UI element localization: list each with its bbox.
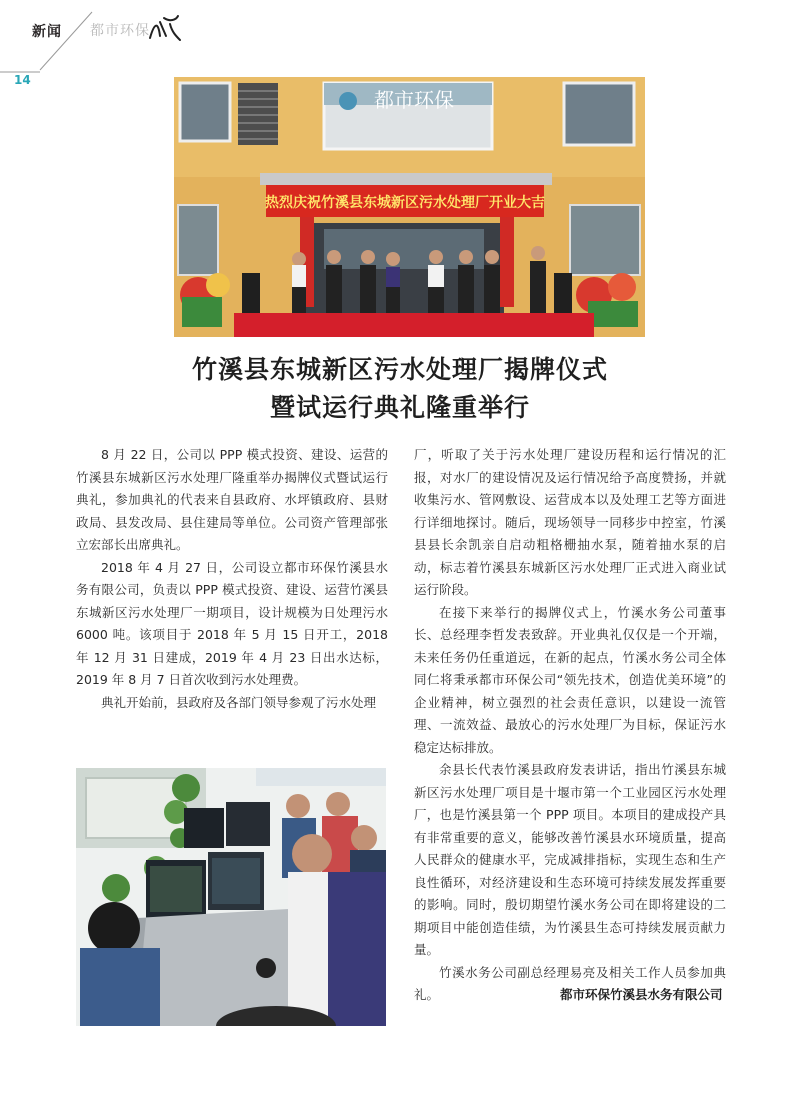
section-label: 新闻 bbox=[32, 24, 62, 40]
paragraph-3-continued: 厂，听取了关于污水处理厂建设历程和运行情况的汇报，对水厂的建设情况及运行情况给予高度赞扬，并就收集污水、管网敷设、运营成本以及处理工艺等方面进行详细地探讨。随后，现场领导一同移步中控室，竹溪县县长余凯亲自启动粗格栅抽水泵，随着抽水泵的启动，标志着竹溪县东城新区污水处理厂正式进入商业试运行阶段。 bbox=[414, 447, 726, 597]
banner-text: 热烈庆祝竹溪县东城新区污水处理厂开业大吉 bbox=[265, 195, 545, 211]
page-number: 14 bbox=[14, 73, 31, 87]
control-room-photo bbox=[76, 768, 386, 1026]
building-sign-text: 都市环保 bbox=[374, 88, 454, 112]
paragraph-2: 2018 年 4 月 27 日，公司设立都市环保竹溪县水务有限公司，负责以 PPP 模式投资、建设、运营竹溪县东城新区污水处理厂一期项目，设计规模为日处理污水 6000 吨。该项目于 2018 年 5 月 15 日开工，2018 年 12 月 31 日建成，2019 年 4 月 23 日出水达标，2019 年 8 月 7 日首次收到污水处理费。 bbox=[76, 559, 388, 687]
paragraph-5: 余县长代表竹溪县政府发表讲话，指出竹溪县东城新区污水处理厂项目是十堰市第一个工业园区污水处理厂，也是竹溪县第一个 PPP 项目。本项目的建成投产具有非常重要的意义，能够改善竹溪县水环境质量，提高人民群众的健康水平，完成减排指标，实现生态和生产良性循环，对经济建设和生态环境可持续发展发挥重要的影响。同时，殷切期望竹溪水务公司在即将建设的二期项目中能创造佳绩，为竹溪县生态可持续发展贡献力量。 bbox=[414, 762, 726, 957]
article-signature: 都市环保竹溪县水务有限公司 bbox=[560, 987, 723, 1002]
paragraph-4: 在接下来举行的揭牌仪式上，竹溪水务公司董事长、总经理李哲发表致辞。开业典礼仅仅是一个开端，未来任务仍任重道远，在新的起点，竹溪水务公司全体同仁将秉承都市环保公司“领先技术，创造优美环境”的企业精神，树立强烈的社会责任意识，以建设一流管理、一流效益、最放心的污水处理厂为目标，保证污水稳定达标排放。 bbox=[414, 604, 726, 755]
article-right-column bbox=[414, 444, 726, 1007]
article-left-column bbox=[76, 444, 388, 714]
article-title-line2: 暨试运行典礼隆重举行 bbox=[269, 393, 530, 422]
magazine-logo-icon bbox=[146, 14, 182, 44]
magazine-name: 都市环保 bbox=[90, 23, 150, 39]
paragraph-1: 8 月 22 日，公司以 PPP 模式投资、建设、运营的竹溪县东城新区污水处理厂隆重举办揭牌仪式暨试运行典礼，参加典礼的代表来自县政府、水坪镇政府、县财政局、县发改局、县住建局等单位。公司资产管理部张立宏部长出席典礼。 bbox=[76, 447, 388, 552]
paragraph-6: 竹溪水务公司副总经理易亮及相关工作人员参加典礼。 bbox=[414, 964, 726, 1002]
article-title-line1: 竹溪县东城新区污水处理厂揭牌仪式 bbox=[191, 355, 608, 384]
ceremony-photo bbox=[174, 77, 645, 337]
paragraph-3: 典礼开始前，县政府及各部门领导参观了污水处理 bbox=[101, 694, 377, 710]
